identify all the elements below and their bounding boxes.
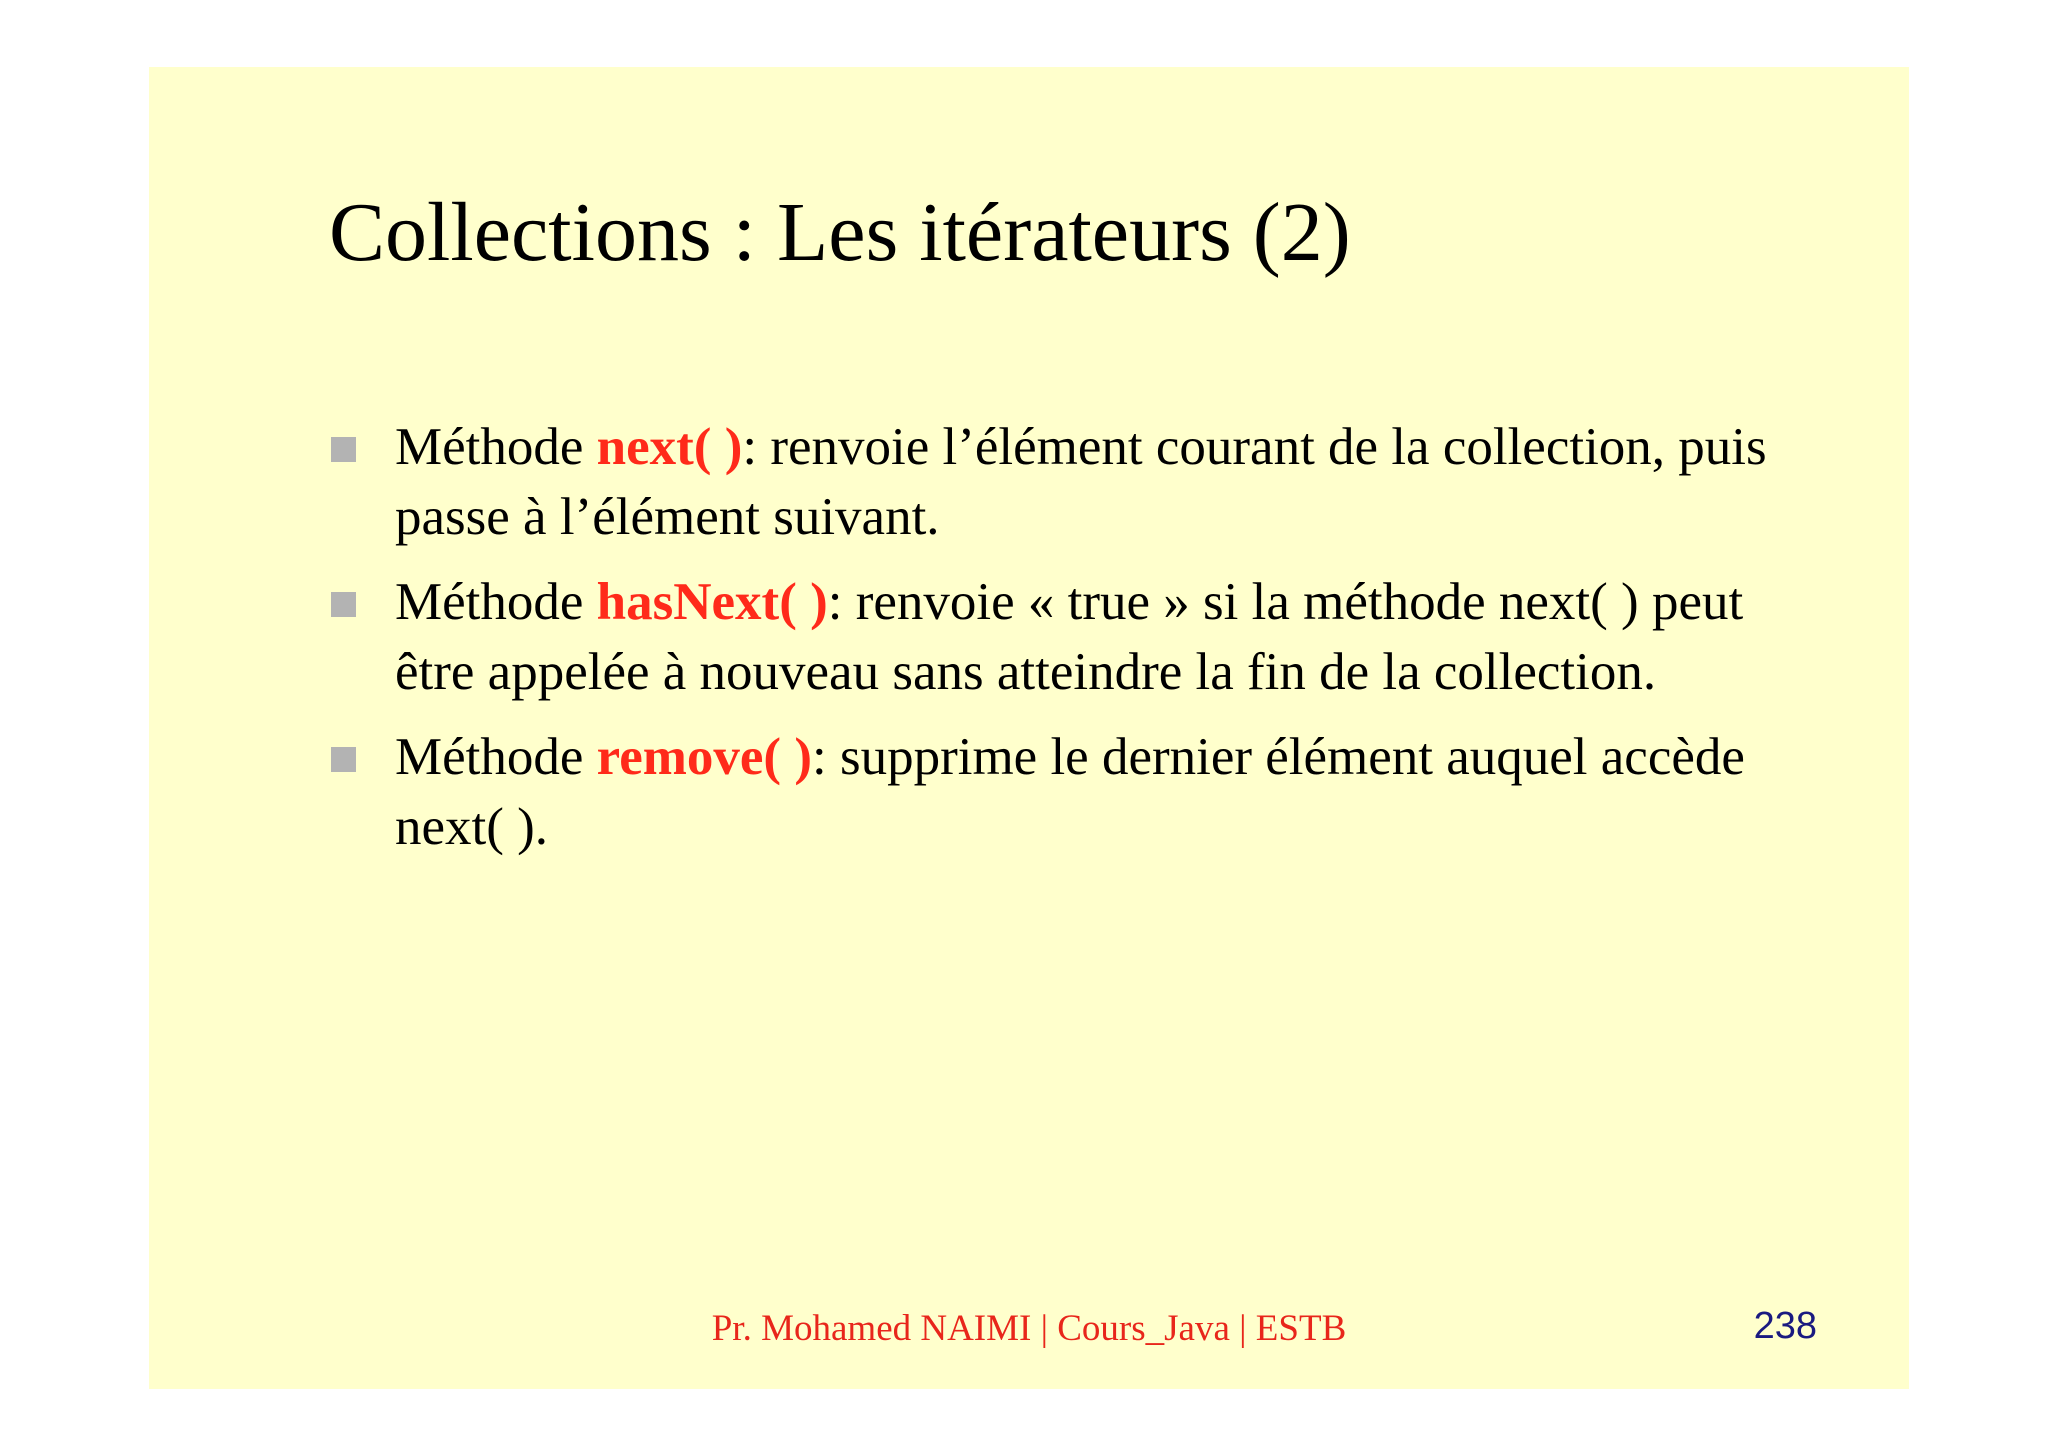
bullet-prefix: Méthode	[395, 728, 597, 786]
bullet-item-next	[329, 412, 1789, 552]
bullet-description: : supprime le dernier élément auquel accède next( ).	[395, 728, 1745, 856]
page-number: 238	[1753, 1305, 1817, 1347]
slide-footer: Pr. Mohamed NAIMI | Cours_Java | ESTB	[711, 1308, 1347, 1349]
bullet-description: : renvoie « true » si la méthode next( ) peut être appelée à nouveau sans atteindre la fin de la collection.	[395, 573, 1744, 701]
slide	[149, 67, 1909, 1389]
slide-title: Collections : Les itérateurs (2)	[329, 186, 1351, 279]
bullet-prefix: Méthode	[395, 573, 597, 631]
bullet-list	[329, 412, 1789, 877]
square-bullet-icon	[331, 747, 356, 772]
method-name-next: next( )	[596, 418, 743, 476]
bullet-description: : renvoie l’élément courant de la collection, puis passe à l’élément suivant.	[395, 418, 1767, 546]
square-bullet-icon	[331, 592, 356, 617]
square-bullet-icon	[331, 437, 356, 462]
bullet-item-hasnext	[329, 567, 1789, 707]
method-name-remove: remove( )	[596, 728, 812, 786]
bullet-item-remove	[329, 722, 1789, 862]
method-name-hasnext: hasNext( )	[596, 573, 828, 631]
bullet-prefix: Méthode	[395, 418, 597, 476]
